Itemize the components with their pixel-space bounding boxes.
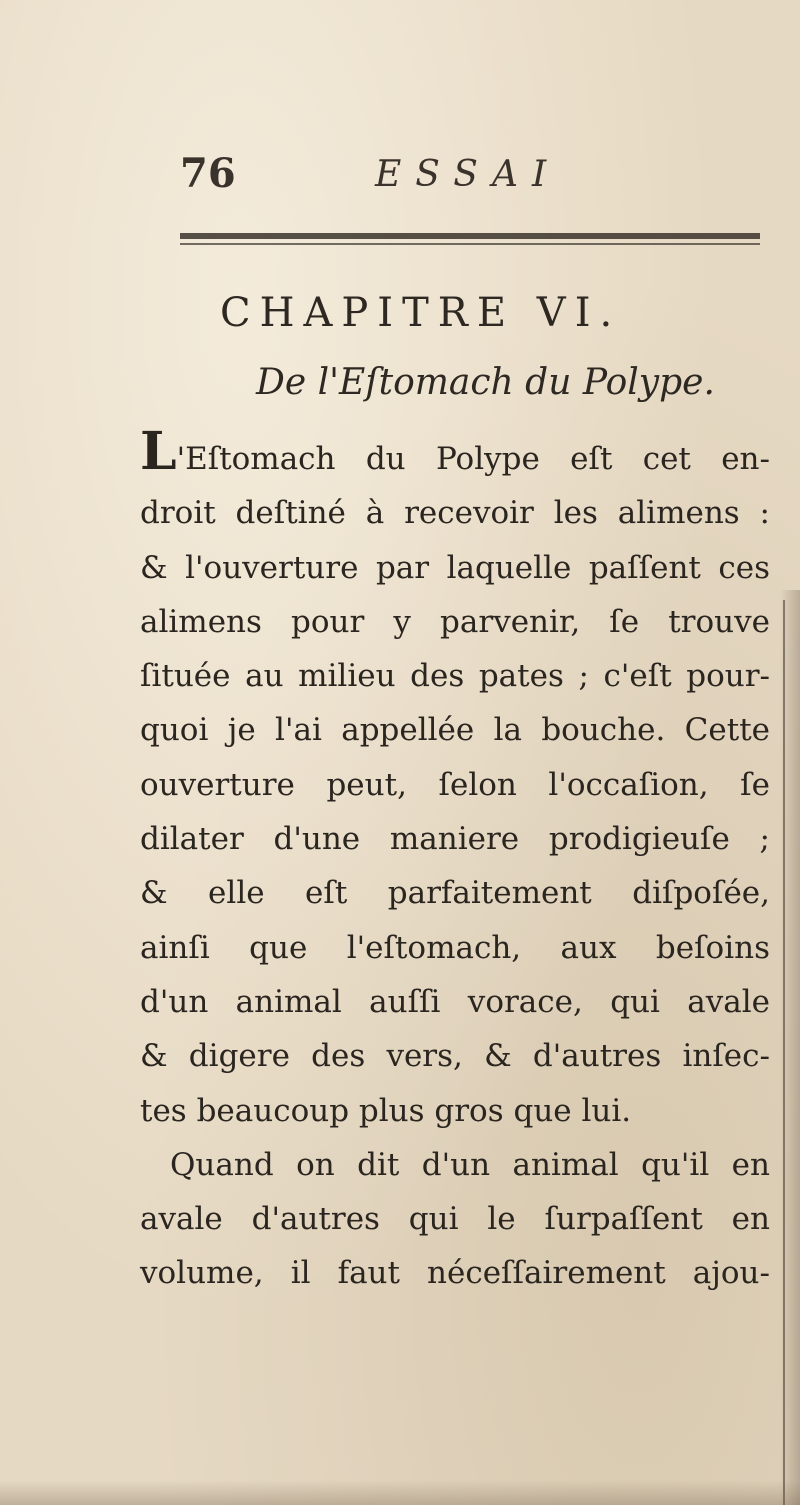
- text-line: & elle eſt parfaitement diſpoſée,: [140, 875, 770, 912]
- header-rule-thin: [180, 243, 760, 245]
- text-line: ainſi que l'eſtomach, aux beſoins: [140, 929, 770, 966]
- running-head: ESSAI: [375, 154, 561, 195]
- text-line: & digere des vers, & d'autres inſec-: [140, 1038, 770, 1075]
- chapter-title: CHAPITRE VI.: [220, 290, 622, 336]
- text-line: ouverture peut, ſelon l'occaſion, ſe: [140, 766, 770, 803]
- text-line: quoi je l'ai appellée la bouche. Cette: [140, 712, 770, 749]
- text-line: L'Eſtomach du Polype eſt cet en-: [140, 421, 770, 482]
- page-number: 76: [180, 150, 236, 197]
- text-line: volume, il faut néceſſairement ajou-: [140, 1255, 770, 1292]
- bottom-edge-shadow: [0, 1480, 800, 1505]
- drop-cap: L: [140, 421, 177, 482]
- text-line: droit deſtiné à recevoir les alimens :: [140, 495, 770, 532]
- text-line: & l'ouverture par laquelle paſſent ces: [140, 549, 770, 586]
- text-line: Quand on dit d'un animal qu'il en: [170, 1146, 770, 1183]
- body-text: [140, 421, 770, 1301]
- chapter-subtitle: De l'Eſtomach du Polype.: [256, 362, 715, 403]
- text-line: tes beaucoup plus gros que lui.: [140, 1092, 632, 1129]
- text-line: dilater d'une maniere prodigieuſe ;: [140, 821, 770, 858]
- header-rule-thick: [180, 233, 760, 239]
- text-line: ſituée au milieu des pates ; c'eſt pour-: [140, 658, 770, 695]
- page-header: [180, 150, 760, 210]
- text-line: d'un animal auſſi vorace, qui avale: [140, 983, 770, 1020]
- text-line: avale d'autres qui le ſurpaſſent en: [140, 1201, 770, 1238]
- text-line: alimens pour y parvenir, ſe trouve: [140, 603, 770, 640]
- page-edge-line: [783, 600, 785, 1505]
